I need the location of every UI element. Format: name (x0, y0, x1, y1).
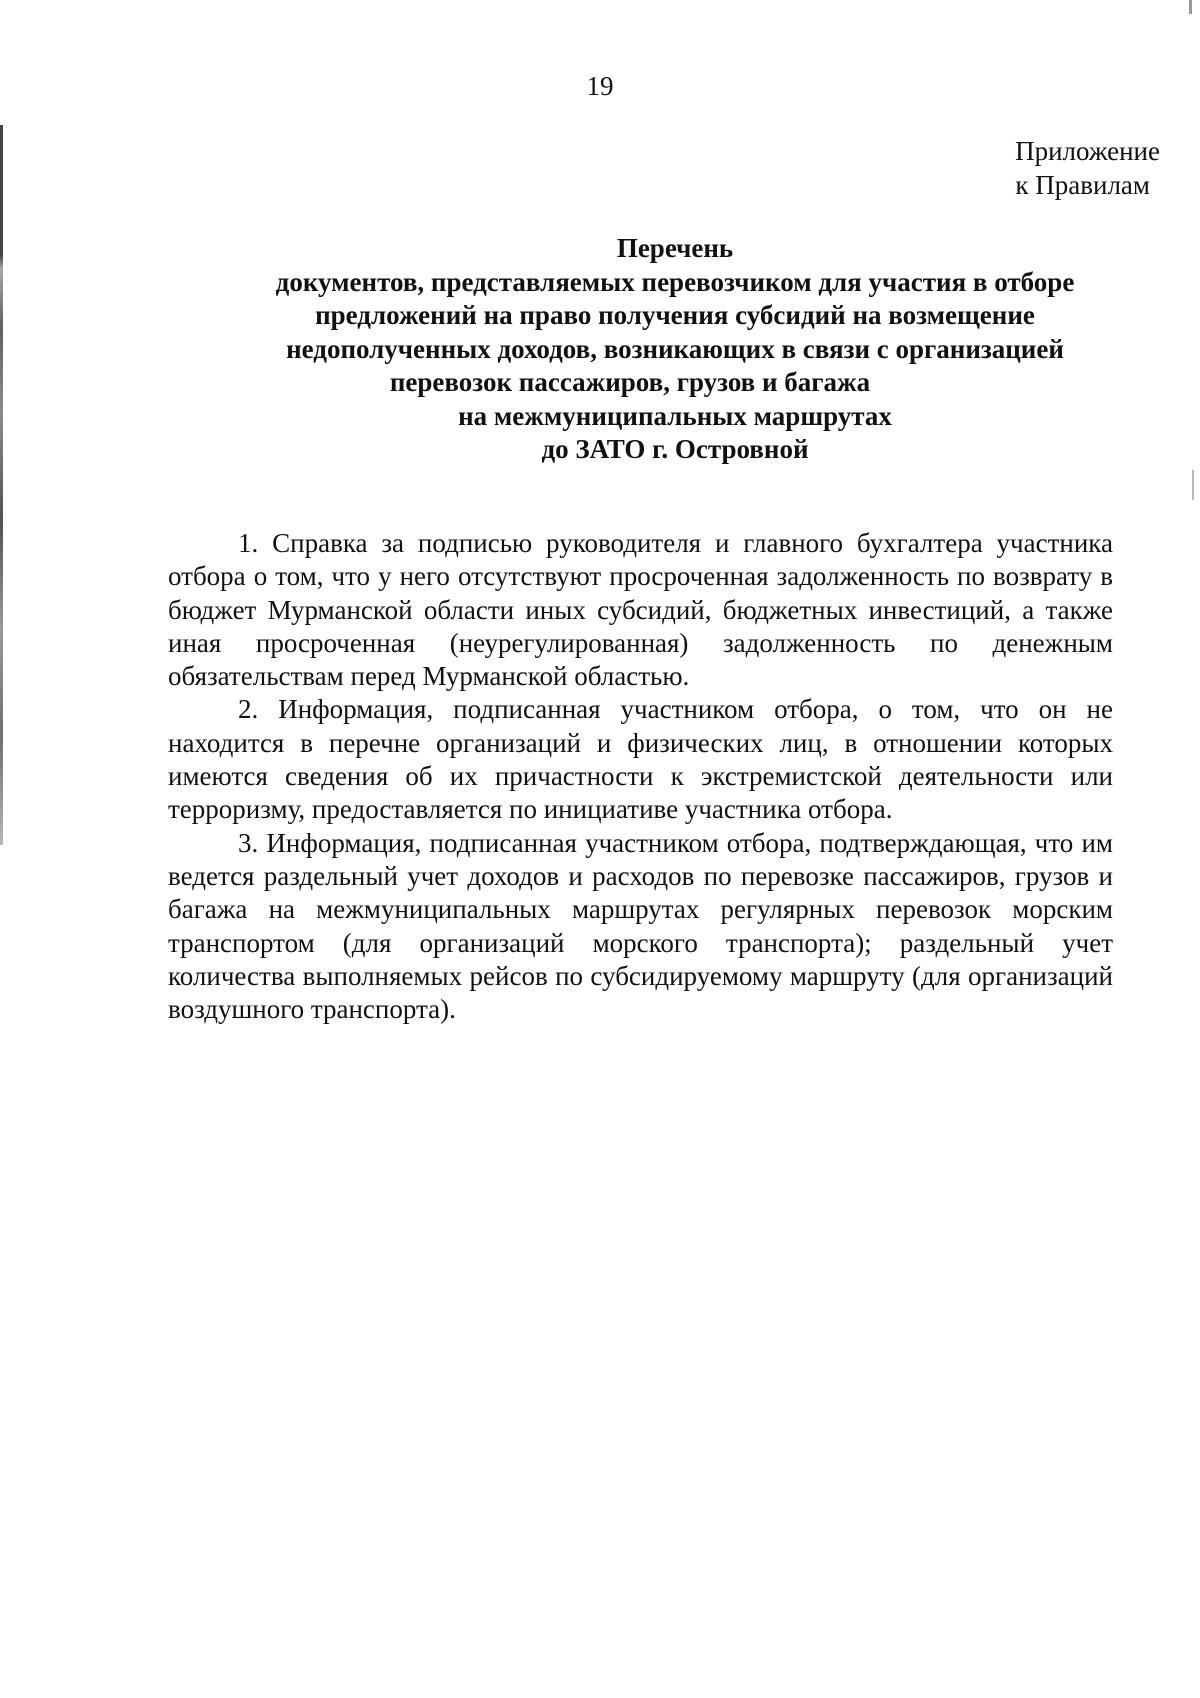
scan-corner-artifact (1189, 0, 1192, 14)
list-item: 2. Информация, подписанная участником отбора, о том, что он не находится в перечне организаций и физических лиц, в отношении которых имеются сведения об их причастности к экстремистской деятельности или терроризму, предоставляется по инициативе участника отбора. (168, 694, 1113, 825)
title-line: на межмуниципальных маршрутах (458, 400, 892, 431)
title-line: предложений на право получения субсидий на возмещение (315, 300, 1035, 330)
title-line: перевозок пассажиров, грузов и багажа (389, 367, 871, 397)
appendix-label (880, 134, 1160, 202)
list-item: 3. Информация, подписанная участником отбора, подтверждающая, что им ведется раздельный учет доходов и расходов по перевозке пассажиров, грузов и багажа на межмуниципальных маршрутах регулярных перевозок морским транспортом (для организаций морского транспорта); раздельный учет количества выполняемых рейсов по субсидируемому маршруту (для организаций воздушного транспорта). (168, 827, 1113, 1025)
title-line: недополученных доходов, возникающих в связи с организацией (286, 333, 1064, 364)
list-item: 1. Справка за подписью руководителя и главного бухгалтера участника отбора о том, что у него отсутствуют просроченная задолженность по возврату в бюджет Мурманской области иных субсидий, бюджетных инвестиций, а также иная просроченная (неурегулированная) задолженность по денежным обязательствам перед Мурманской областью. (168, 528, 1113, 692)
appendix-line-2: к Правилам (1015, 170, 1150, 200)
scan-edge-artifact-right (1192, 470, 1194, 500)
title-line: до ЗАТО г. Островной (541, 434, 809, 464)
document-title (170, 232, 1180, 467)
title-line: документов, представляемых перевозчиком для участия в отборе (275, 266, 1075, 297)
page-number: 19 (586, 71, 614, 101)
title-heading: Перечень (616, 233, 734, 263)
document-body (168, 527, 1113, 1026)
appendix-line-1: Приложение (1015, 136, 1160, 166)
scan-edge-artifact (0, 125, 3, 845)
